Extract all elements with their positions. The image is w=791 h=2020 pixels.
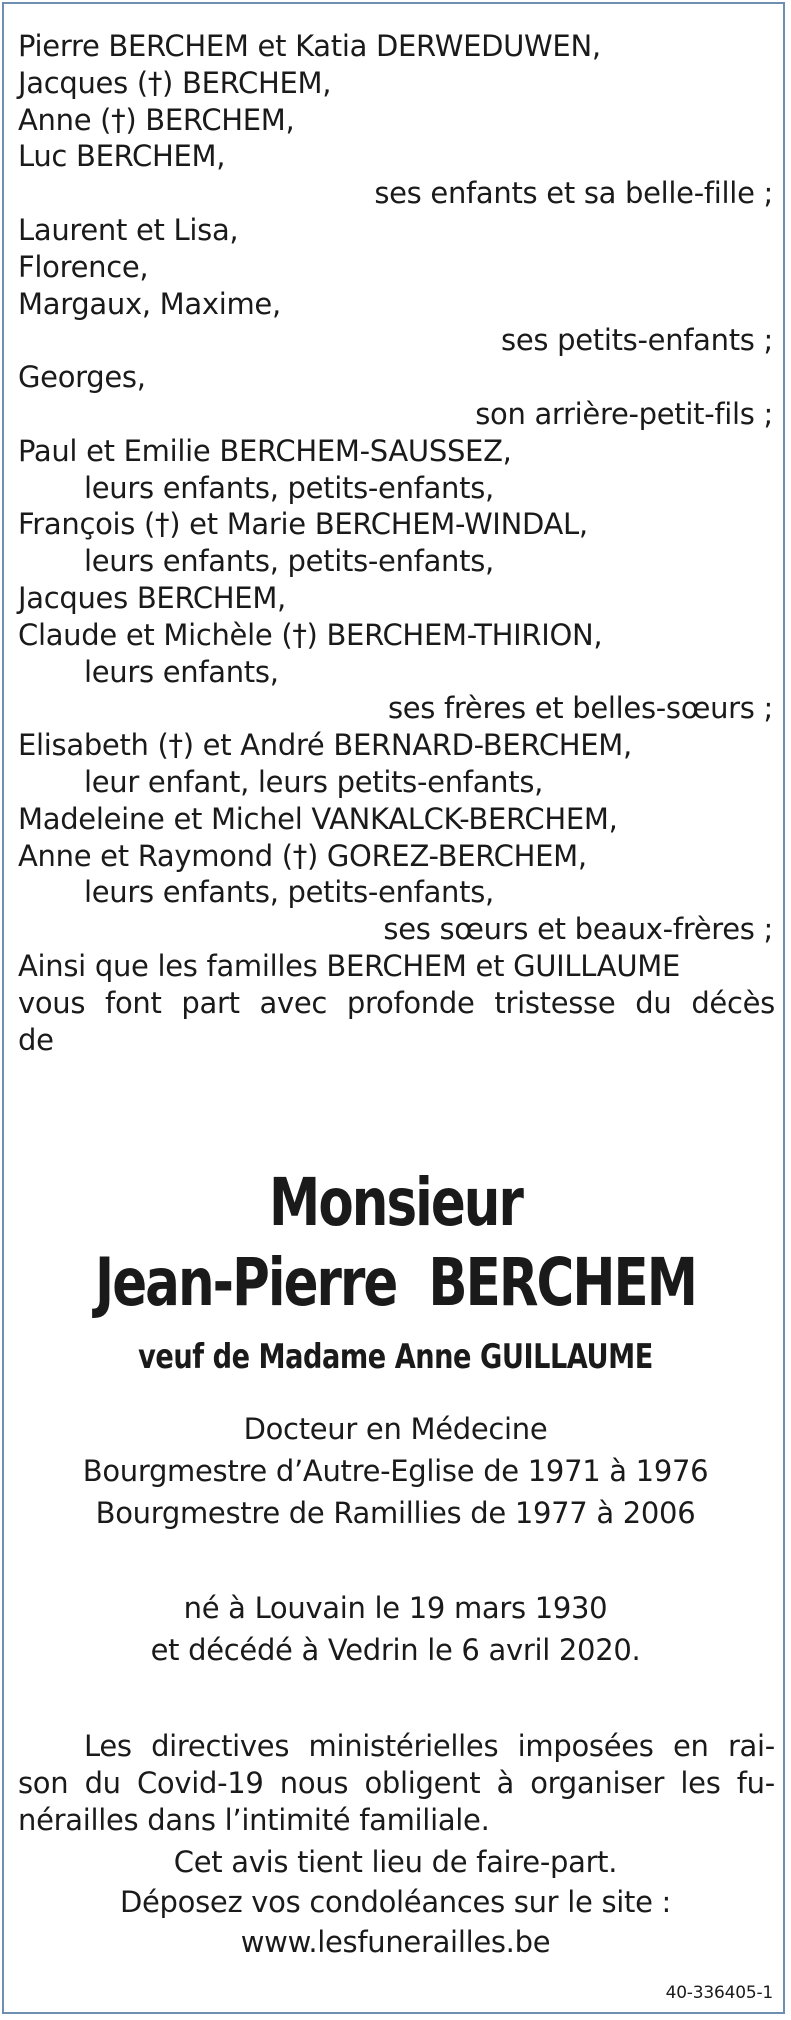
great-grandchild-line: Georges,	[18, 360, 146, 395]
reference-number: 40-336405-1	[665, 1983, 773, 2003]
closing-block	[0, 1842, 791, 1962]
announcement-end: de	[18, 1022, 54, 1057]
covid-line	[18, 1765, 775, 1802]
announcement-word: avec	[259, 985, 328, 1020]
covid-word: Covid-19	[136, 1765, 264, 1800]
sisters-label: ses sœurs et beaux-frères ;	[383, 912, 773, 947]
deceased-title: Monsieur	[269, 1164, 522, 1241]
covid-word: en	[672, 1729, 709, 1763]
covid-line	[18, 1728, 775, 1765]
announcement-word: part	[181, 985, 240, 1020]
sibling-line: Claude et Michèle (†) BERCHEM-THIRION,	[18, 617, 603, 652]
death-line: et décédé à Vedrin le 6 avril 2020.	[150, 1633, 641, 1667]
child-line: Pierre BERCHEM et Katia DERWEDUWEN,	[18, 29, 601, 63]
children-label: ses enfants et sa belle-fille ;	[374, 176, 773, 211]
covid-word: directives	[151, 1729, 290, 1763]
condolences-line: Déposez vos condoléances sur le site :	[119, 1885, 672, 1919]
sibling-line: Paul et Emilie BERCHEM-SAUSSEZ,	[18, 433, 512, 468]
sibling-line: Madeleine et Michel VANKALCK-BERCHEM,	[18, 801, 618, 836]
covid-word: du	[84, 1765, 121, 1800]
family-list	[18, 28, 775, 1058]
covid-word: rai-	[727, 1729, 775, 1763]
child-line: Anne (†) BERCHEM,	[18, 102, 295, 137]
covid-word: à	[496, 1765, 515, 1800]
covid-word: organiser	[530, 1765, 665, 1800]
deceased-name: Jean-Pierre BERCHEM	[95, 1244, 696, 1321]
grandchild-line: Laurent et Lisa,	[18, 212, 239, 247]
sibling-line: Anne et Raymond (†) GOREZ-BERCHEM,	[18, 838, 587, 873]
sibling-descendants-line: leurs enfants,	[84, 654, 279, 689]
child-line: Luc BERCHEM,	[18, 139, 226, 174]
covid-word: ministérielles	[308, 1729, 499, 1763]
sibling-descendants-line: leurs enfants, petits-enfants,	[84, 470, 494, 505]
widower-line: veuf de Madame Anne GUILLAUME	[138, 1337, 653, 1377]
child-line: Jacques (†) BERCHEM,	[18, 65, 332, 100]
brothers-label: ses frères et belles-sœurs ;	[387, 691, 773, 726]
announcement-word: vous	[18, 985, 86, 1020]
great-grandchildren-label: son arrière-petit-fils ;	[475, 396, 773, 431]
covid-notice	[18, 1728, 775, 1838]
announcement-word: décès	[691, 985, 775, 1020]
website-link[interactable]: www.lesfunerailles.be	[240, 1925, 551, 1959]
career-block	[0, 1408, 791, 1534]
career-line: Docteur en Médecine	[243, 1412, 548, 1446]
covid-word: son	[18, 1765, 69, 1800]
announcement-word: tristesse	[494, 985, 616, 1020]
covid-word: imposées	[517, 1729, 654, 1763]
covid-line-end: nérailles dans l’intimité familiale.	[18, 1802, 490, 1837]
covid-word: obligent	[364, 1765, 481, 1800]
sibling-line: Jacques BERCHEM,	[18, 580, 286, 615]
announcement-word: profonde	[346, 985, 475, 1020]
sibling-line: François (†) et Marie BERCHEM-WINDAL,	[18, 507, 588, 542]
covid-word: nous	[279, 1765, 349, 1800]
announcement-word: du	[635, 985, 672, 1020]
faire-part-line: Cet avis tient lieu de faire-part.	[173, 1845, 618, 1879]
sibling-descendants-line: leurs enfants, petits-enfants,	[84, 544, 494, 579]
announcement-word: font	[105, 985, 162, 1020]
sibling-descendants-line: leur enfant, leurs petits-enfants,	[84, 764, 544, 799]
birth-line: né à Louvain le 19 mars 1930	[183, 1591, 608, 1625]
career-line: Bourgmestre de Ramillies de 1977 à 2006	[95, 1496, 696, 1530]
sibling-line: Elisabeth (†) et André BERNARD-BERCHEM,	[18, 728, 632, 763]
families-line: Ainsi que les familles BERCHEM et GUILLAUME	[18, 948, 681, 983]
grandchild-line: Margaux, Maxime,	[18, 286, 281, 321]
covid-word: Les	[84, 1729, 132, 1763]
life-dates	[0, 1587, 791, 1671]
sibling-descendants-line: leurs enfants, petits-enfants,	[84, 875, 494, 910]
grandchildren-label: ses petits-enfants ;	[501, 323, 773, 358]
career-line: Bourgmestre d’Autre-Eglise de 1971 à 1976	[82, 1454, 709, 1488]
grandchild-line: Florence,	[18, 249, 149, 284]
announcement-line	[18, 985, 775, 1022]
covid-word: les	[680, 1765, 721, 1800]
covid-word: fu-	[736, 1765, 775, 1800]
